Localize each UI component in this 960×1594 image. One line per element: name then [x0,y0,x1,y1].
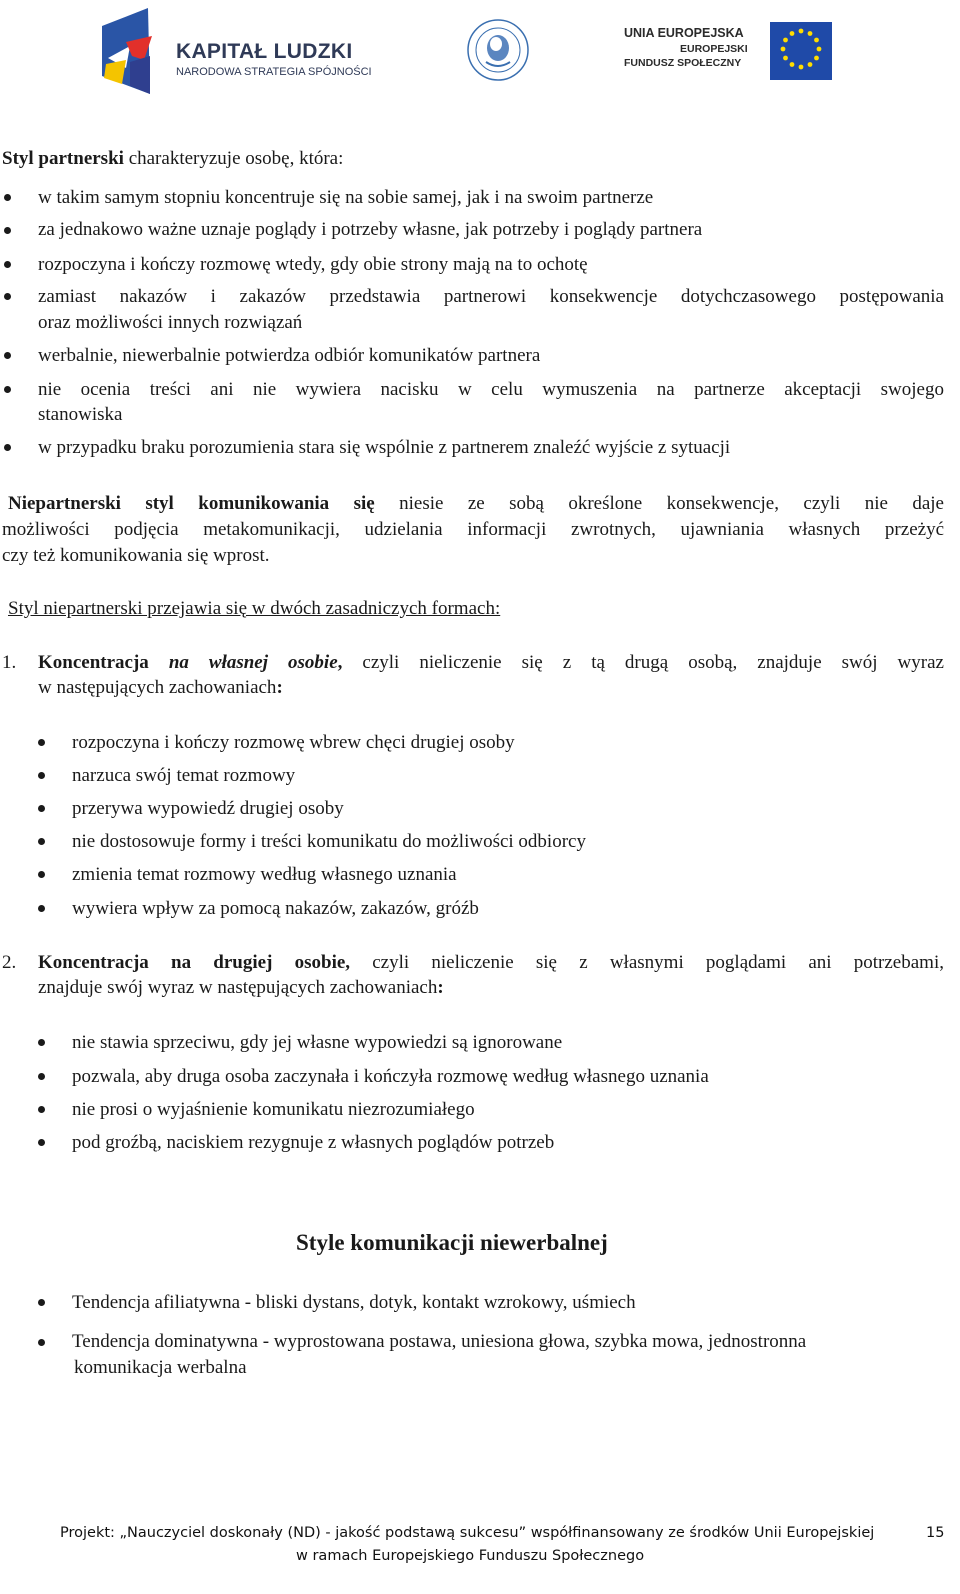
bullet-icon [38,1299,45,1306]
university-seal-icon [466,18,530,82]
list-item: wywiera wpływ za pomocą nakazów, zakazów, gróźb [72,898,479,919]
bullet-icon [4,352,11,359]
niepartner-paragraph-line3: czy też komunikowania się wprost. [2,545,270,566]
kapital-ludzki-subtitle: NARODOWA STRATEGIA SPÓJNOŚCI [176,66,372,78]
bullet-icon [4,194,11,201]
list-item: nie prosi o wyjaśnienie komunikatu niezrozumiałego [72,1099,475,1120]
list-item: pozwala, aby druga osoba zaczynała i kończyła rozmowę według własnego uznania [72,1066,709,1087]
footer-line2: w ramach Europejskiego Funduszu Społecznego [296,1548,645,1564]
form2-heading-line1: Koncentracja na drugiej osobie, czyli nieliczenie się z własnymi poglądami ani potrzebami, [38,952,944,973]
form2-number: 2. [2,952,17,973]
bullet-icon [38,871,45,878]
bullet-icon [4,261,11,268]
bullet-icon [38,1073,45,1080]
bullet-icon [38,1106,45,1113]
bullet-icon [38,1039,45,1046]
kapital-ludzki-emblem-icon [100,6,170,98]
form1-heading-line1: Koncentracja na własnej osobie, czyli nieliczenie się z tą drugą osobą, znajduje swój wyraz [38,652,944,673]
bullet-icon [4,293,11,300]
list-item: narzuca swój temat rozmowy [72,765,296,786]
kapital-ludzki-title: KAPITAŁ LUDZKI [176,40,353,63]
eu-logo [624,18,844,80]
form1-bold-italic: na własnej osobie [168,652,338,673]
niepartner-paragraph-line1: Niepartnerski styl komunikowania się niesie ze sobą określone konsekwencje, czyli nie daje [8,493,944,514]
partner-intro-rest: charakteryzuje osobę, która: [123,148,344,169]
partner-intro-bold: Styl partnerski [2,148,124,169]
list-item-continuation: komunikacja werbalna [74,1357,247,1378]
bullet-icon [38,838,45,845]
form1-number: 1. [2,652,17,673]
bullet-icon [4,386,11,393]
eu-flag-icon [770,22,832,80]
list-item: przerywa wypowiedź drugiej osoby [72,798,344,819]
footer-line1: Projekt: „Nauczyciel doskonały (ND) - jakość podstawą sukcesu” współfinansowany ze środków Unii Europejskiej [60,1525,875,1541]
section-heading: Style komunikacji niewerbalnej [296,1230,608,1255]
form2-heading-line2: znajduje swój wyraz w następujących zachowaniach: [38,977,444,998]
form1-heading-line2: w następujących zachowaniach: [38,677,283,698]
bullet-icon [4,444,11,451]
list-item: pod groźbą, naciskiem rezygnuje z własnych poglądów potrzeb [72,1132,555,1153]
list-item-continuation: stanowiska [38,404,123,425]
list-item: Tendencja dominatywna - wyprostowana postawa, uniesiona głowa, szybka mowa, jednostronna [72,1331,807,1352]
niepartner-paragraph-line2: możliwości podjęcia metakomunikacji, udzielania informacji zwrotnych, ujawniania własnych przeżyć [2,519,944,540]
bullet-icon [38,772,45,779]
list-item: w takim samym stopniu koncentruje się na sobie samej, jak i na swoim partnerze [38,187,654,208]
eu-subtitle-1: EUROPEJSKI [680,43,748,55]
list-item: zamiast nakazów i zakazów przedstawia partnerowi konsekwencje dotychczasowego postępowania [38,286,944,307]
list-item: w przypadku braku porozumienia stara się wspólnie z partnerem znaleźć wyjście z sytuacji [38,437,731,458]
forms-intro: Styl niepartnerski przejawia się w dwóch zasadniczych formach: [8,598,501,619]
list-item: werbalnie, niewerbalnie potwierdza odbiór komunikatów partnera [38,345,541,366]
list-item: Tendencja afiliatywna - bliski dystans, dotyk, kontakt wzrokowy, uśmiech [72,1292,636,1313]
list-item: nie ocenia treści ani nie wywiera nacisku w celu wymuszenia na partnerze akceptacji swojego [38,379,944,400]
page-number: 15 [926,1525,945,1541]
bullet-icon [38,905,45,912]
eu-subtitle-2: FUNDUSZ SPOŁECZNY [624,57,742,69]
list-item: nie stawia sprzeciwu, gdy jej własne wypowiedzi są ignorowane [72,1032,563,1053]
bullet-icon [38,1139,45,1146]
bullet-icon [4,227,11,234]
list-item: nie dostosowuje formy i treści komunikatu do możliwości odbiorcy [72,831,586,852]
list-item: rozpoczyna i kończy rozmowę wbrew chęci drugiej osoby [72,732,515,753]
eu-title: UNIA EUROPEJSKA [624,26,744,40]
list-item-continuation: oraz możliwości innych rozwiązań [38,312,303,333]
list-item: za jednakowo ważne uznaje poglądy i potrzeby własne, jak potrzeby i poglądy partnera [38,219,703,240]
university-seal-logo [466,18,530,82]
list-item: zmienia temat rozmowy według własnego uznania [72,864,457,885]
bullet-icon [38,1339,45,1346]
niepartner-bold: Niepartnerski styl komunikowania się [8,493,375,514]
bullet-icon [38,805,45,812]
kapital-ludzki-logo [100,6,370,98]
partner-intro [2,146,343,172]
list-item: rozpoczyna i kończy rozmowę wtedy, gdy obie strony mają na to ochotę [38,254,588,275]
bullet-icon [38,739,45,746]
